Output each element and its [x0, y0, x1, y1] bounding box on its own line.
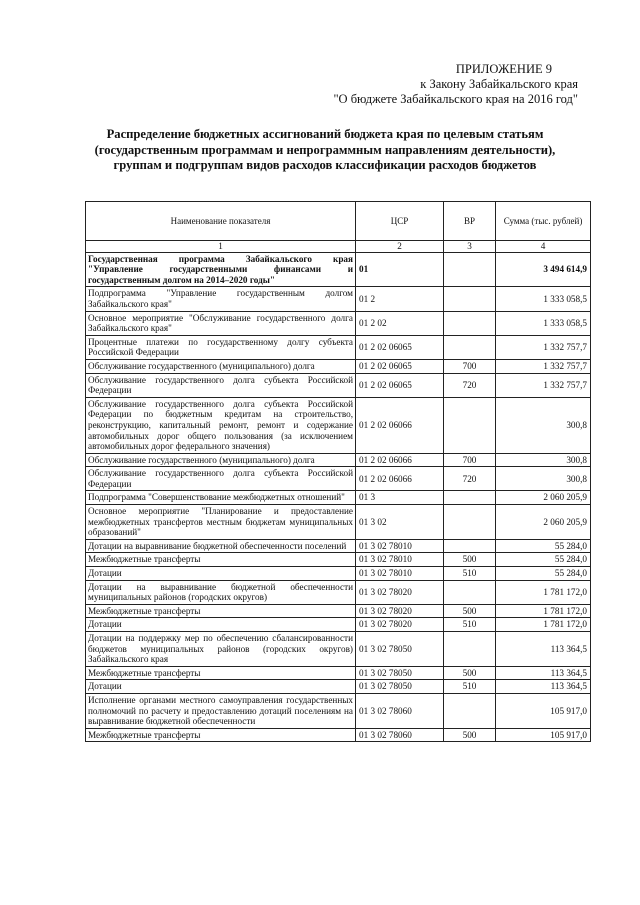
row-vr-cell — [444, 491, 496, 505]
row-sum-cell: 1 333 058,5 — [496, 287, 591, 311]
row-csr-cell: 01 3 02 78020 — [356, 618, 444, 632]
row-vr-cell — [444, 539, 496, 553]
row-csr-cell: 01 2 02 06066 — [356, 467, 444, 491]
appendix-header — [333, 62, 578, 107]
column-number: 1 — [86, 241, 356, 253]
row-csr-cell: 01 2 — [356, 287, 444, 311]
header-name: Наименование показателя — [86, 202, 356, 241]
row-csr-cell: 01 2 02 06065 — [356, 373, 444, 397]
row-sum-cell: 113 364,5 — [496, 632, 591, 667]
row-csr-cell: 01 3 02 — [356, 505, 444, 540]
row-vr-cell: 510 — [444, 567, 496, 581]
row-name-cell: Межбюджетные трансферты — [86, 666, 356, 680]
document-title: Распределение бюджетных ассигнований бюджета края по целевым статьям (государственным программам и непрограммным направлениям деятельности), группам и подгруппам видов расходов классификации расходов бюджетов — [94, 127, 556, 173]
row-vr-cell: 500 — [444, 728, 496, 742]
row-vr-cell — [444, 397, 496, 453]
table-row — [86, 632, 591, 667]
row-name-cell: Государственная программа Забайкальского края "Управление государственными финансами и государственным долгом на 2014–2020 годы" — [86, 252, 356, 287]
row-sum-cell: 1 332 757,7 — [496, 373, 591, 397]
row-sum-cell: 1 781 172,0 — [496, 580, 591, 604]
table-row — [86, 618, 591, 632]
row-sum-cell: 113 364,5 — [496, 680, 591, 694]
table-row — [86, 728, 591, 742]
table-row — [86, 252, 591, 287]
table-row — [86, 553, 591, 567]
row-csr-cell: 01 2 02 06066 — [356, 453, 444, 467]
row-name-cell: Межбюджетные трансферты — [86, 728, 356, 742]
row-name-cell: Обслуживание государственного (муниципального) долга — [86, 359, 356, 373]
row-vr-cell: 720 — [444, 373, 496, 397]
row-name-cell: Исполнение органами местного самоуправления государственных полномочий по расчету и предоставлению дотаций поселениям на выравнивание бюджетной обеспеченности — [86, 693, 356, 728]
row-sum-cell: 300,8 — [496, 453, 591, 467]
table-row — [86, 397, 591, 453]
row-csr-cell: 01 2 02 06066 — [356, 397, 444, 453]
row-name-cell: Дотации — [86, 567, 356, 581]
row-name-cell: Дотации на выравнивание бюджетной обеспеченности муниципальных районов (городских округов) — [86, 580, 356, 604]
row-csr-cell: 01 3 02 78050 — [356, 666, 444, 680]
table-header-row — [86, 202, 591, 241]
row-csr-cell: 01 3 02 78050 — [356, 680, 444, 694]
row-vr-cell — [444, 505, 496, 540]
row-csr-cell: 01 2 02 — [356, 311, 444, 335]
budget-table — [85, 201, 591, 742]
row-name-cell: Обслуживание государственного долга субъекта Российской Федерации — [86, 467, 356, 491]
row-csr-cell: 01 3 02 78060 — [356, 693, 444, 728]
row-name-cell: Обслуживание государственного (муниципального) долга — [86, 453, 356, 467]
row-vr-cell — [444, 311, 496, 335]
row-csr-cell: 01 3 02 78010 — [356, 539, 444, 553]
table-row — [86, 373, 591, 397]
row-name-cell: Основное мероприятие "Обслуживание государственного долга Забайкальского края" — [86, 311, 356, 335]
row-sum-cell: 300,8 — [496, 397, 591, 453]
row-sum-cell: 1 333 058,5 — [496, 311, 591, 335]
header-sum: Сумма (тыс. рублей) — [496, 202, 591, 241]
table-row — [86, 666, 591, 680]
row-sum-cell: 113 364,5 — [496, 666, 591, 680]
row-vr-cell: 720 — [444, 467, 496, 491]
table-row — [86, 335, 591, 359]
row-name-cell: Обслуживание государственного долга субъекта Российской Федерации по бюджетным кредитам на строительство, реконструкцию, капитальный ремонт, ремонт и содержание автомобильных дорог общего пользования (за исключением автомобильных дорог федерального значения) — [86, 397, 356, 453]
row-sum-cell: 1 332 757,7 — [496, 335, 591, 359]
row-vr-cell — [444, 693, 496, 728]
row-sum-cell: 1 781 172,0 — [496, 604, 591, 618]
row-csr-cell: 01 3 02 78050 — [356, 632, 444, 667]
row-vr-cell — [444, 287, 496, 311]
row-name-cell: Процентные платежи по государственному долгу субъекта Российской Федерации — [86, 335, 356, 359]
row-vr-cell — [444, 632, 496, 667]
row-vr-cell: 510 — [444, 680, 496, 694]
row-sum-cell: 3 494 614,9 — [496, 252, 591, 287]
table-body — [86, 252, 591, 742]
row-sum-cell: 2 060 205,9 — [496, 491, 591, 505]
row-csr-cell: 01 3 02 78060 — [356, 728, 444, 742]
row-vr-cell: 700 — [444, 453, 496, 467]
column-number: 4 — [496, 241, 591, 253]
column-number-row — [86, 241, 591, 253]
row-vr-cell: 500 — [444, 553, 496, 567]
row-name-cell: Подпрограмма "Совершенствование межбюджетных отношений" — [86, 491, 356, 505]
row-sum-cell: 55 284,0 — [496, 553, 591, 567]
row-name-cell: Подпрограмма "Управление государственным долгом Забайкальского края" — [86, 287, 356, 311]
table-row — [86, 505, 591, 540]
table-row — [86, 580, 591, 604]
row-sum-cell: 105 917,0 — [496, 693, 591, 728]
table-row — [86, 453, 591, 467]
row-vr-cell: 500 — [444, 604, 496, 618]
row-vr-cell: 510 — [444, 618, 496, 632]
row-sum-cell: 1 781 172,0 — [496, 618, 591, 632]
row-vr-cell: 700 — [444, 359, 496, 373]
table-row — [86, 680, 591, 694]
row-csr-cell: 01 3 02 78020 — [356, 580, 444, 604]
row-name-cell: Дотации — [86, 618, 356, 632]
appendix-subject: "О бюджете Забайкальского края на 2016 год" — [333, 92, 578, 106]
row-sum-cell: 105 917,0 — [496, 728, 591, 742]
row-sum-cell: 300,8 — [496, 467, 591, 491]
table-row — [86, 359, 591, 373]
row-name-cell: Основное мероприятие "Планирование и предоставление межбюджетных трансфертов местным бюджетам муниципальных образований" — [86, 505, 356, 540]
appendix-number: ПРИЛОЖЕНИЕ 9 — [455, 62, 552, 76]
row-csr-cell: 01 3 02 78020 — [356, 604, 444, 618]
appendix-law: к Закону Забайкальского края — [420, 77, 578, 91]
header-vr: ВР — [444, 202, 496, 241]
table-row — [86, 311, 591, 335]
table-row — [86, 467, 591, 491]
table-row — [86, 491, 591, 505]
row-name-cell: Межбюджетные трансферты — [86, 604, 356, 618]
row-name-cell: Дотации на выравнивание бюджетной обеспеченности поселений — [86, 539, 356, 553]
row-csr-cell: 01 2 02 06065 — [356, 335, 444, 359]
row-csr-cell: 01 2 02 06065 — [356, 359, 444, 373]
row-vr-cell: 500 — [444, 666, 496, 680]
row-csr-cell: 01 3 — [356, 491, 444, 505]
row-name-cell: Дотации на поддержку мер по обеспечению сбалансированности бюджетов муниципальных районов (городских округов) Забайкальского края — [86, 632, 356, 667]
row-sum-cell: 1 332 757,7 — [496, 359, 591, 373]
row-csr-cell: 01 3 02 78010 — [356, 553, 444, 567]
row-name-cell: Обслуживание государственного долга субъекта Российской Федерации — [86, 373, 356, 397]
table-row — [86, 604, 591, 618]
column-number: 3 — [444, 241, 496, 253]
row-sum-cell: 55 284,0 — [496, 539, 591, 553]
column-number: 2 — [356, 241, 444, 253]
row-name-cell: Межбюджетные трансферты — [86, 553, 356, 567]
row-csr-cell: 01 — [356, 252, 444, 287]
row-name-cell: Дотации — [86, 680, 356, 694]
table-row — [86, 539, 591, 553]
row-sum-cell: 2 060 205,9 — [496, 505, 591, 540]
row-vr-cell — [444, 335, 496, 359]
table-row — [86, 567, 591, 581]
row-sum-cell: 55 284,0 — [496, 567, 591, 581]
row-vr-cell — [444, 252, 496, 287]
table-row — [86, 287, 591, 311]
row-csr-cell: 01 3 02 78010 — [356, 567, 444, 581]
table-row — [86, 693, 591, 728]
header-csr: ЦСР — [356, 202, 444, 241]
row-vr-cell — [444, 580, 496, 604]
